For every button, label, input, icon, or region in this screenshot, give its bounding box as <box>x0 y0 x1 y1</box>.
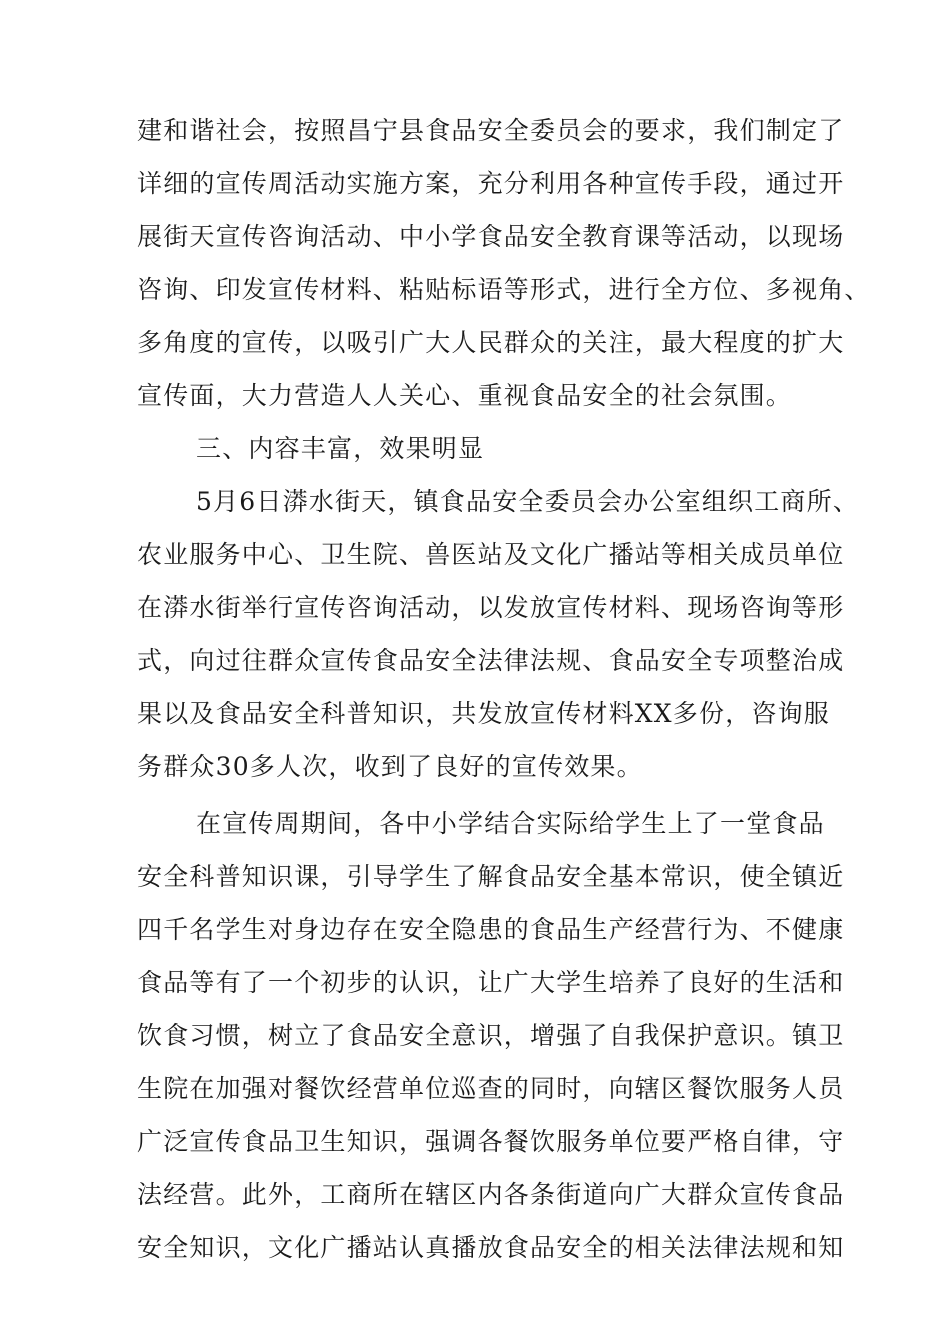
text-line: 务群众30多人次，收到了良好的宣传效果。 <box>137 752 643 781</box>
text-line: 建和谐社会，按照昌宁县食品安全委员会的要求，我们制定了 <box>137 116 845 145</box>
text-line: 展街天宣传咨询活动、中小学食品安全教育课等活动，以现场 <box>137 222 845 251</box>
text-line: 果以及食品安全科普知识，共发放宣传材料XX多份，咨询服 <box>137 699 830 728</box>
text-line: 在漭水街举行宣传咨询活动，以发放宣传材料、现场咨询等形 <box>137 593 845 622</box>
text-line: 食品等有了一个初步的认识，让广大学生培养了良好的生活和 <box>137 968 845 997</box>
text-line: 式，向过往群众宣传食品安全法律法规、食品安全专项整治成 <box>137 646 845 675</box>
text-line: 饮食习惯，树立了食品安全意识，增强了自我保护意识。镇卫 <box>137 1021 845 1050</box>
text-line: 广泛宣传食品卫生知识，强调各餐饮服务单位要严格自律，守 <box>137 1127 845 1156</box>
text-line: 安全知识，文化广播站认真播放食品安全的相关法律法规和知 <box>137 1233 845 1262</box>
text-line: 咨询、印发宣传材料、粘贴标语等形式，进行全方位、多视角、 <box>137 275 871 304</box>
text-line: 生院在加强对餐饮经营单位巡查的同时，向辖区餐饮服务人员 <box>137 1074 845 1103</box>
text-line: 安全科普知识课，引导学生了解食品安全基本常识，使全镇近 <box>137 862 845 891</box>
text-line: 四千名学生对身边存在安全隐患的食品生产经营行为、不健康 <box>137 915 845 944</box>
text-line: 法经营。此外，工商所在辖区内各条街道向广大群众宣传食品 <box>137 1180 845 1209</box>
text-line: 多角度的宣传，以吸引广大人民群众的关注，最大程度的扩大 <box>137 328 845 357</box>
text-line: 详细的宣传周活动实施方案，充分利用各种宣传手段，通过开 <box>137 169 845 198</box>
text-line: 宣传面，大力营造人人关心、重视食品安全的社会氛围。 <box>137 381 793 410</box>
text-line: 5月6日漭水街天，镇食品安全委员会办公室组织工商所、 <box>196 487 860 516</box>
section-heading: 三、内容丰富，效果明显 <box>196 434 485 463</box>
text-line: 在宣传周期间，各中小学结合实际给学生上了一堂食品 <box>196 809 825 838</box>
text-line: 农业服务中心、卫生院、兽医站及文化广播站等相关成员单位 <box>137 540 845 569</box>
